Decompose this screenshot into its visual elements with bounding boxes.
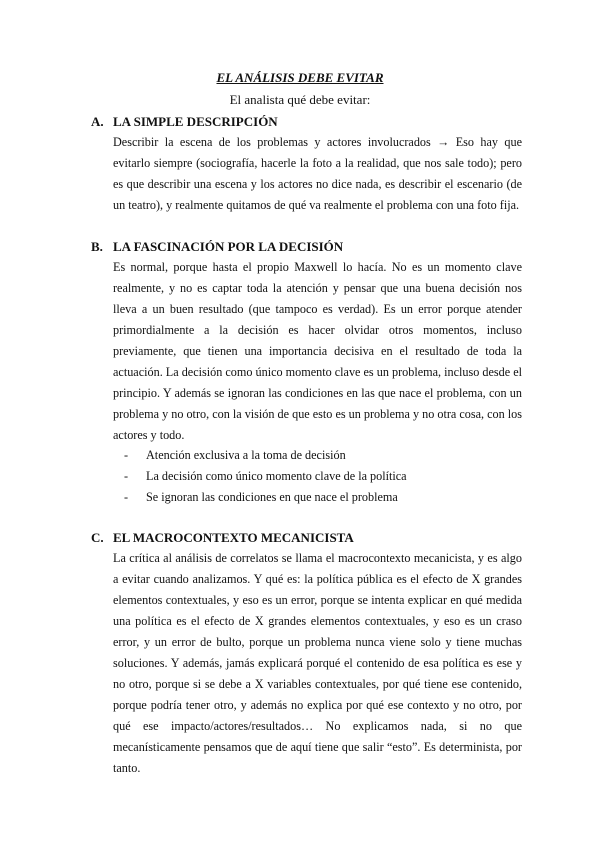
- section-b-bullet-list: [124, 445, 544, 508]
- section-c-paragraph: La crítica al análisis de correlatos se llama el macrocontexto mecanicista, y es algo a evitar cuando analizamos. Y qué es: la política pública es el efecto de X grandes elementos contextuales, y eso es un error, porque se intenta explicar en qué medida una política es el efecto de X grandes elementos contextuales, y eso es un craso error, y un error de bulto, porque un problema nunca viene solo y tiene muchas soluciones. Y además, jamás explicará porqué el contenido de esa política es ese y no otro, porque si se debe a X variables contextuales, por qué tiene ese contenido, porque podría tener otro, y además no explica por qué ese contexto y no otro, por qué ese impacto/actores/resultados… No explicamos nada, si no que mecanísticamente pensamos que de aquí tiene que salir “esto”. Es determinista, por tanto.: [113, 551, 522, 775]
- section-a-paragraph: Describir la escena de los problemas y actores involucrados → Eso hay que evitarlo siempre (sociografía, hacerle la foto a la realidad, que nos sale todo); pero es que describir una escena y los actores no dice nada, es describir el escenario (de un teatro), y realmente quitamos de qué va realmente el problema con una foto fija.: [113, 135, 522, 212]
- section-c-heading: [91, 530, 354, 546]
- bullet-text: Se ignoran las condiciones en que nace el problema: [146, 490, 398, 504]
- section-c-title: EL MACROCONTEXTO MECANICISTA: [113, 530, 354, 545]
- bullet-dash: -: [124, 490, 129, 504]
- bullet-text: Atención exclusiva a la toma de decisión: [146, 448, 346, 462]
- bullet-dash: -: [124, 448, 129, 462]
- section-a-letter: A.: [91, 114, 104, 129]
- section-a-title: LA SIMPLE DESCRIPCIÓN: [113, 114, 278, 129]
- section-b-paragraph: Es normal, porque hasta el propio Maxwell lo hacía. No es un momento clave realmente, y no es captar toda la atención y pensar que una buena decisión nos lleva a un buen resultado (que tampoco es verdad). Es un error porque atender primordialmente a la decisión es hacer olvidar otros momentos, incluso previamente, que tienen una importancia decisiva en el resultado de toda la actuación. La decisión como único momento clave es un problema, incluso desde el principio. Y además se ignoran las condiciones en las que nace el problema, con un problema y no otro, con la visión de que esto es un problema y no otra cosa, con los actores y todo.: [113, 260, 522, 442]
- section-b-letter: B.: [91, 239, 103, 254]
- document-subtitle: El analista qué debe evitar:: [229, 92, 371, 107]
- section-a-heading: [91, 114, 278, 130]
- document-title: EL ANÁLISIS DEBE EVITAR: [216, 70, 384, 85]
- section-b-heading: [91, 239, 343, 255]
- bullet-text: La decisión como único momento clave de la política: [146, 469, 407, 483]
- section-b-title: LA FASCINACIÓN POR LA DECISIÓN: [113, 239, 344, 254]
- section-c-letter: C.: [91, 530, 104, 545]
- bullet-item: [124, 487, 544, 508]
- bullet-item: [124, 445, 544, 466]
- bullet-item: [124, 466, 544, 487]
- bullet-dash: -: [124, 469, 129, 483]
